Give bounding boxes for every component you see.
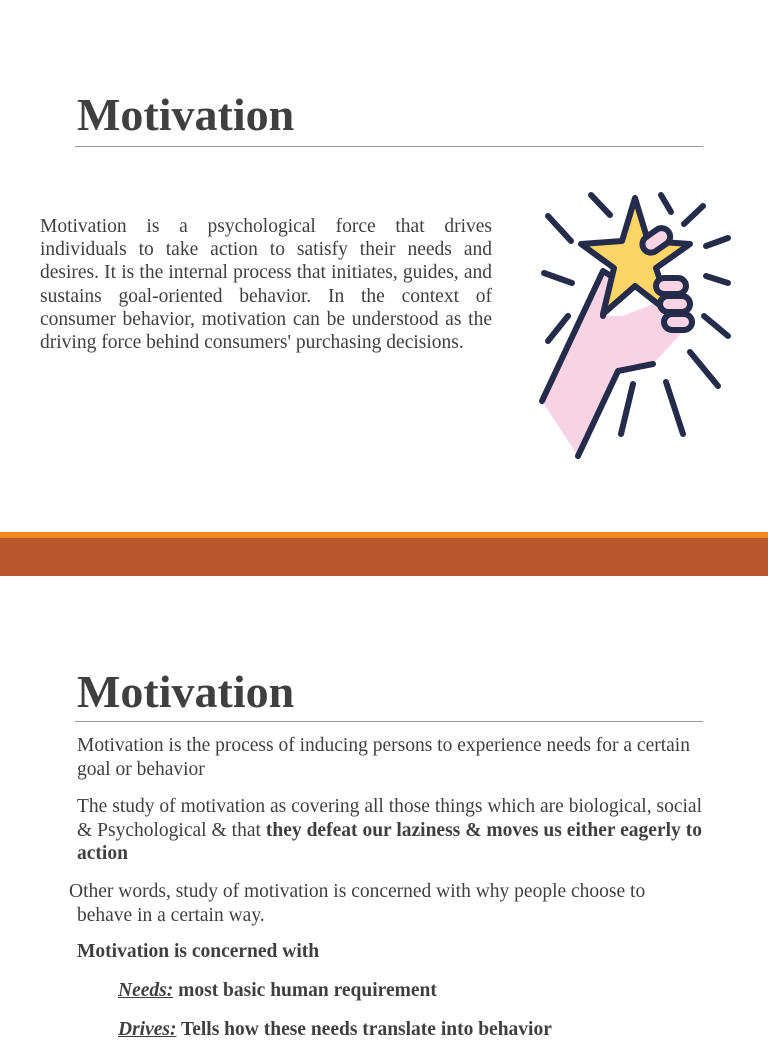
needs-description: most basic human requirement	[173, 980, 437, 1001]
title-underline	[75, 721, 703, 722]
other-words-line-1: Other words, study of motivation is concerned with why people choose to	[69, 881, 646, 902]
slide-2-title: Motivation	[77, 666, 295, 717]
other-words-line-2: behave in a certain way.	[77, 904, 265, 926]
slide-1-body-text: Motivation is a psychological force that drives individuals to take action to satisfy their needs and desires. It is the internal process that initiates, guides, and sustains goal-oriented behavior. In the context of consumer behavior, motivation can be understood as the driving force behind consumers' purchasing decisions.	[40, 216, 492, 354]
slide-1-title: Motivation	[77, 89, 295, 140]
drives-term: Drives:	[118, 1019, 177, 1040]
drives-description: Tells how these needs translate into behavior	[176, 1019, 552, 1040]
needs-item	[118, 979, 678, 1003]
slide-2	[0, 576, 768, 1040]
needs-term: Needs:	[118, 980, 174, 1001]
study-emphasis: they defeat our laziness & moves us either eagerly to action	[77, 819, 702, 864]
title-underline	[75, 146, 703, 147]
slide-divider-band	[0, 538, 768, 576]
concerned-with-heading: Motivation is concerned with	[77, 941, 320, 962]
hand-holding-star-icon	[528, 186, 742, 466]
drives-item	[118, 1018, 678, 1042]
study-paragraph	[77, 795, 702, 866]
study-text: The study of motivation as covering all those things which are biological, social & Psychological & that	[77, 796, 702, 841]
other-words-paragraph	[69, 880, 702, 927]
definition-paragraph: Motivation is the process of inducing persons to experience needs for a certain goal or behavior	[77, 735, 690, 780]
